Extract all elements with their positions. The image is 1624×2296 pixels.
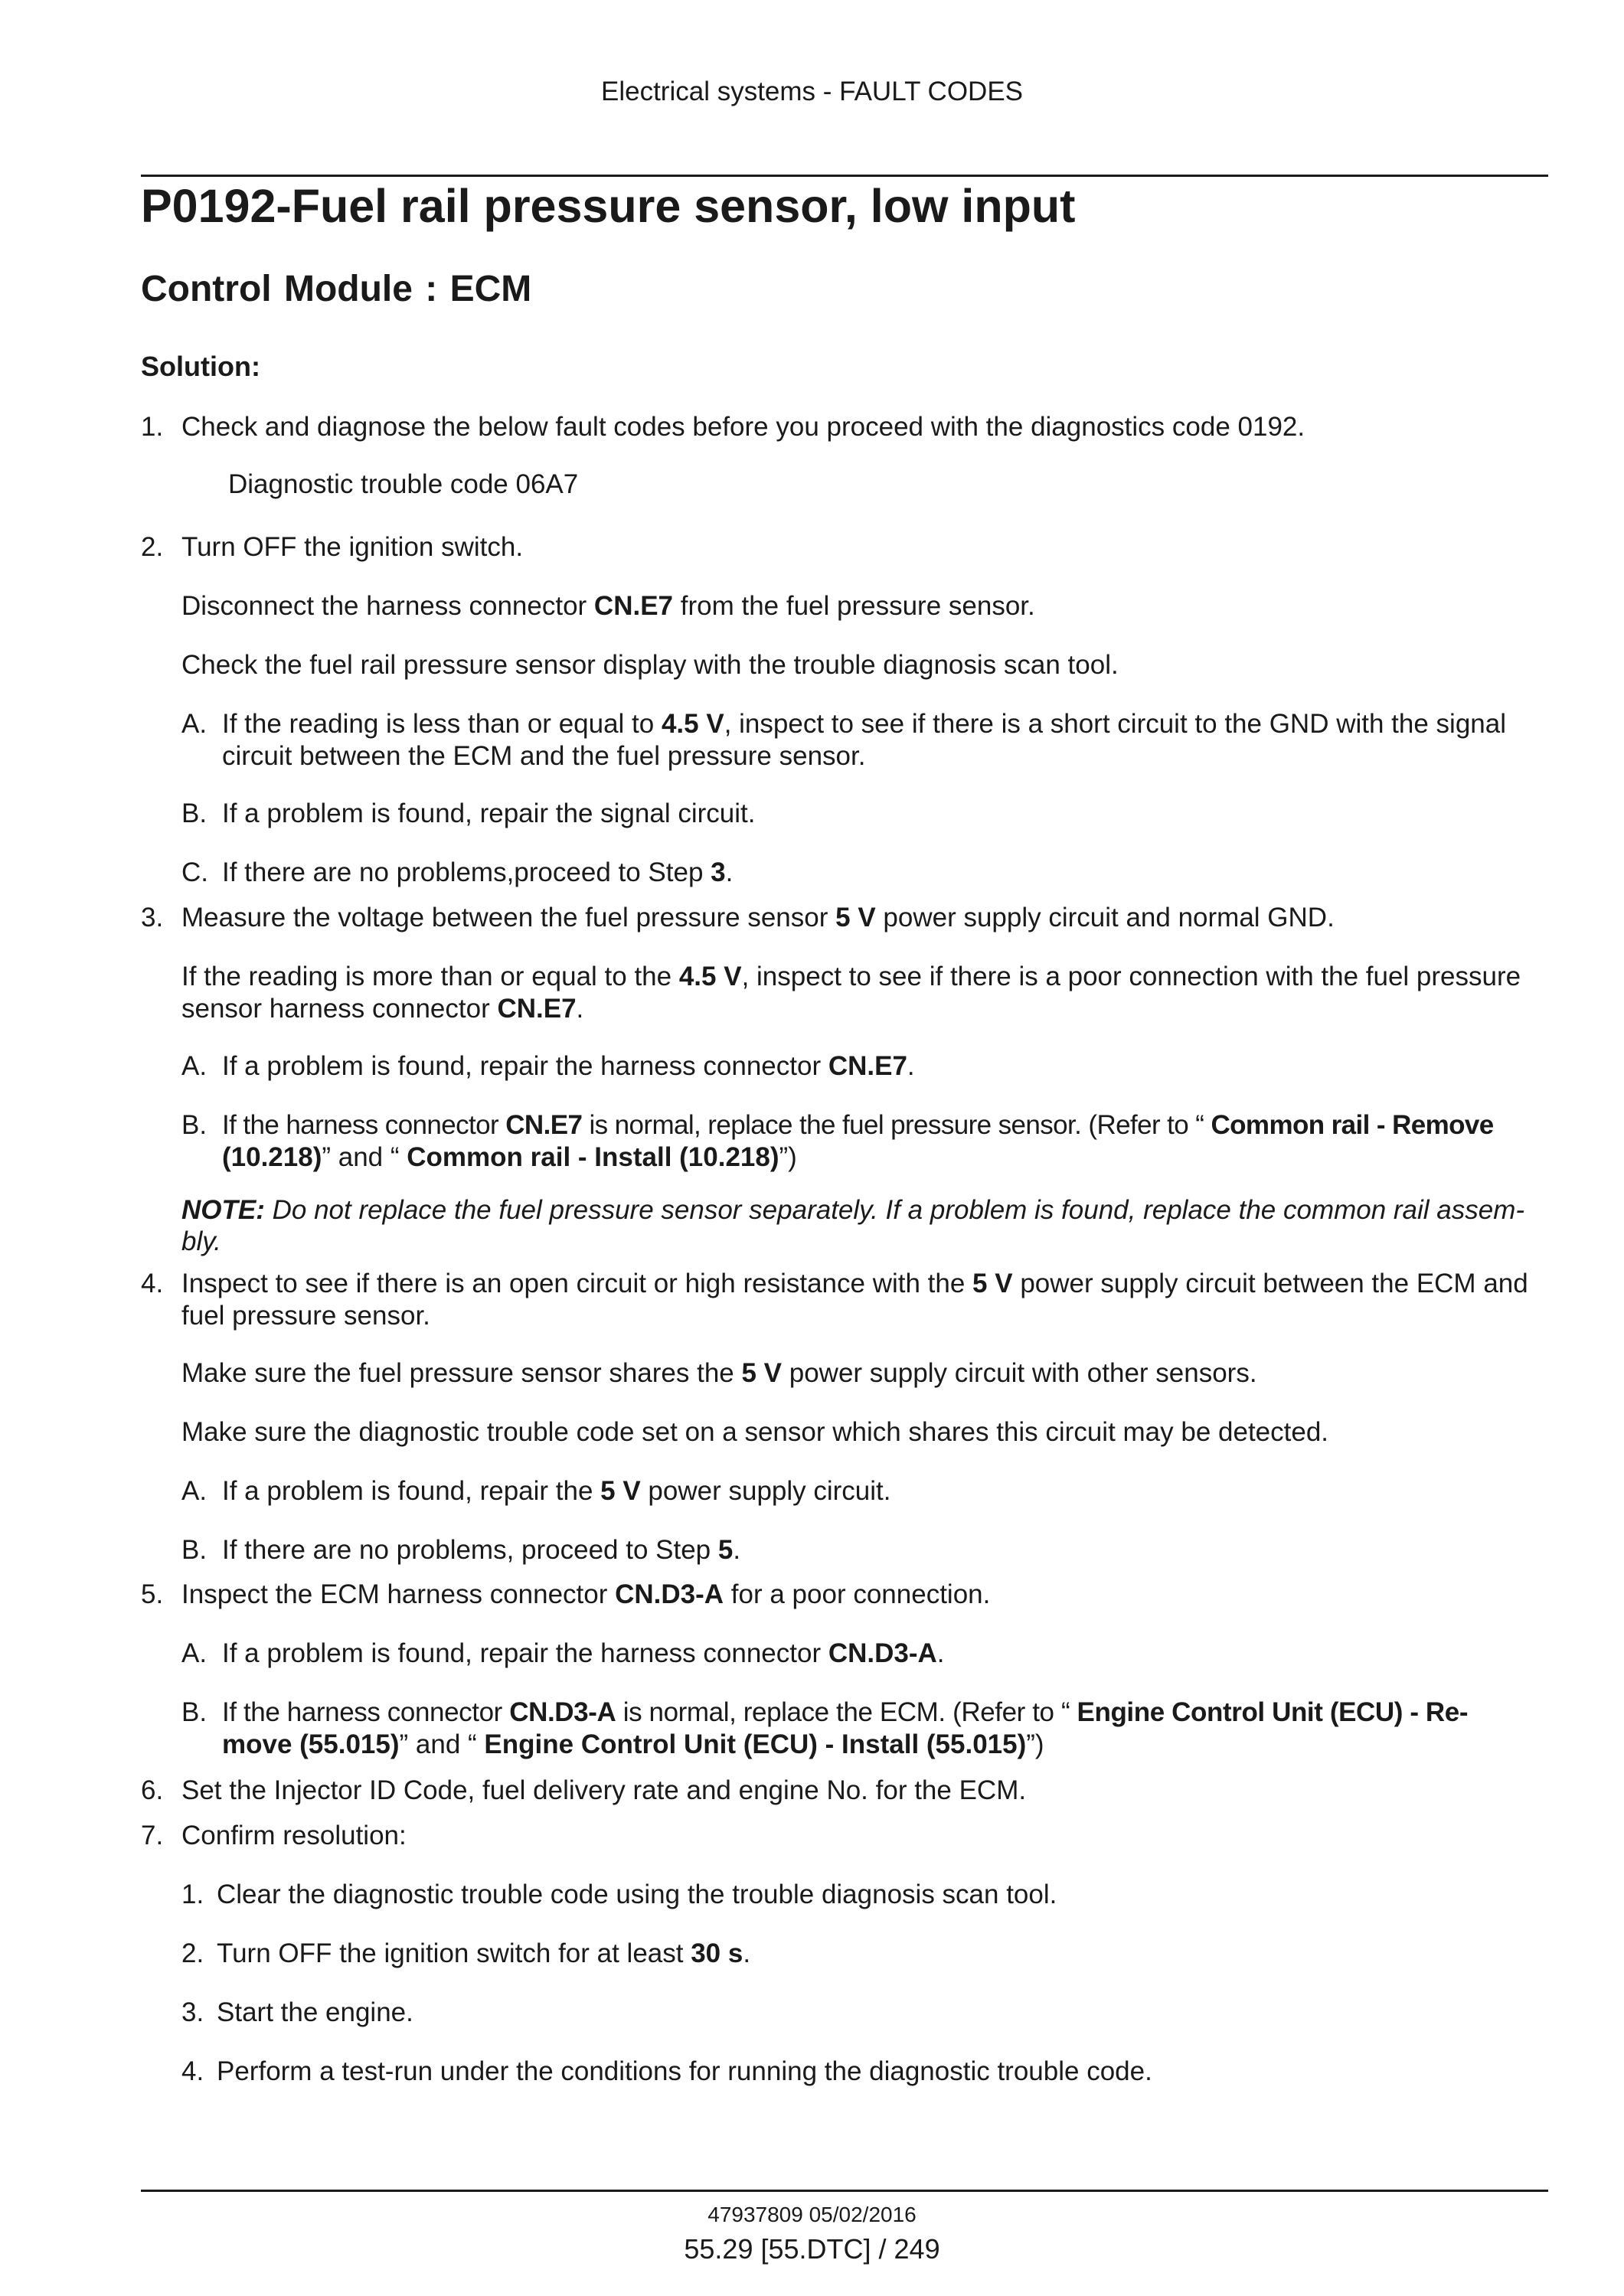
step-1-text: Check and diagnose the below fault codes before you proceed with the diagnostics code 0192.	[181, 412, 1305, 442]
step-7-sub-4-text: Perform a test-run under the conditions for running the diagnostic trouble code.	[217, 2056, 1152, 2086]
step-5-a-letter: A.	[181, 1638, 207, 1668]
control-module-heading: Control Module : ECM	[141, 269, 532, 309]
step-3-b-letter: B.	[181, 1110, 207, 1140]
step-3-number: 3.	[141, 903, 164, 932]
step-1-number: 1.	[141, 412, 164, 442]
step-2-a-line-1: If the reading is less than or equal to 4.5 V, inspect to see if there is a short circuit to the GND with the signal	[222, 709, 1506, 739]
step-5-b-line-1: If the harness connector CN.D3-A is normal, replace the ECM. (Refer to “ Engine Control Unit (ECU) - Re-	[222, 1697, 1469, 1727]
step-6-text: Set the Injector ID Code, fuel delivery rate and engine No. for the ECM.	[181, 1775, 1027, 1805]
step-7-sub-1-number: 1.	[181, 1880, 204, 1909]
step-4-para-1: Make sure the fuel pressure sensor shares the 5 V power supply circuit with other sensors.	[181, 1358, 1257, 1388]
step-7-number: 7.	[141, 1821, 164, 1850]
step-2-c-letter: C.	[181, 857, 208, 887]
step-2-a-letter: A.	[181, 709, 207, 739]
step-7-sub-2-text: Turn OFF the ignition switch for at least 30 s.	[217, 1938, 751, 1968]
step-7-sub-3-number: 3.	[181, 1997, 204, 2027]
footer-doc-id: 47937809 05/02/2016	[707, 2203, 917, 2226]
step-7-sub-1-text: Clear the diagnostic trouble code using the trouble diagnosis scan tool.	[217, 1880, 1057, 1909]
step-7-sub-3-text: Start the engine.	[217, 1997, 413, 2027]
step-4-number: 4.	[141, 1269, 164, 1298]
step-7-text: Confirm resolution:	[181, 1821, 407, 1850]
step-2-c-text: If there are no problems,proceed to Step 3.	[222, 857, 734, 887]
step-3-note-line-1: NOTE: Do not replace the fuel pressure sensor separately. If a problem is found, replace the common rail assem-	[181, 1195, 1525, 1225]
step-3-b-line-2: (10.218)” and “ Common rail - Install (10.218)”)	[222, 1142, 797, 1172]
running-header: Electrical systems - FAULT CODES	[600, 77, 1024, 106]
step-2-text: Turn OFF the ignition switch.	[181, 532, 524, 562]
step-4-a-letter: A.	[181, 1476, 207, 1506]
step-5-text: Inspect the ECM harness connector CN.D3-A for a poor connection.	[181, 1579, 991, 1609]
step-2-b-text: If a problem is found, repair the signal circuit.	[222, 799, 756, 828]
step-3-note-line-2: bly.	[181, 1226, 221, 1256]
step-4-line-1: Inspect to see if there is an open circuit or high resistance with the 5 V power supply circuit between the ECM and	[181, 1269, 1528, 1298]
step-3-b-line-1: If the harness connector CN.E7 is normal, replace the fuel pressure sensor. (Refer to “ Common rail - Remove	[222, 1110, 1494, 1140]
footer-rule	[141, 2190, 1548, 2192]
step-2-para-1: Disconnect the harness connector CN.E7 from the fuel pressure sensor.	[181, 591, 1035, 621]
step-2-a-line-2: circuit between the ECM and the fuel pressure sensor.	[222, 741, 866, 771]
step-5-a-text: If a problem is found, repair the harness connector CN.D3-A.	[222, 1638, 945, 1668]
step-1-fault-code: Diagnostic trouble code 06A7	[228, 469, 579, 499]
step-4-a-text: If a problem is found, repair the 5 V power supply circuit.	[222, 1476, 891, 1506]
step-4-line-2: fuel pressure sensor.	[181, 1301, 430, 1331]
header-rule	[141, 175, 1548, 177]
step-2-b-letter: B.	[181, 799, 207, 828]
solution-heading: Solution:	[141, 351, 260, 382]
step-6-number: 6.	[141, 1775, 164, 1805]
step-7-sub-2-number: 2.	[181, 1938, 204, 1968]
step-5-b-letter: B.	[181, 1697, 207, 1727]
step-3-text: Measure the voltage between the fuel pressure sensor 5 V power supply circuit and normal GND.	[181, 903, 1335, 932]
step-7-sub-4-number: 4.	[181, 2056, 204, 2086]
page-title: P0192-Fuel rail pressure sensor, low input	[141, 180, 1076, 232]
step-3-para-1-line-2: sensor harness connector CN.E7.	[181, 994, 584, 1024]
step-2-number: 2.	[141, 532, 164, 562]
step-4-b-text: If there are no problems, proceed to Step 5.	[222, 1535, 741, 1565]
step-3-a-text: If a problem is found, repair the harness connector CN.E7.	[222, 1051, 915, 1081]
step-4-para-2: Make sure the diagnostic trouble code set on a sensor which shares this circuit may be detected.	[181, 1417, 1329, 1447]
step-3-a-letter: A.	[181, 1051, 207, 1081]
step-5-b-line-2: move (55.015)” and “ Engine Control Unit (ECU) - Install (55.015)”)	[222, 1729, 1044, 1759]
footer-page-number: 55.29 [55.DTC] / 249	[684, 2233, 940, 2265]
step-2-para-2: Check the fuel rail pressure sensor display with the trouble diagnosis scan tool.	[181, 650, 1119, 680]
step-4-b-letter: B.	[181, 1535, 207, 1565]
step-3-para-1-line-1: If the reading is more than or equal to the 4.5 V, inspect to see if there is a poor connection with the fuel pressure	[181, 962, 1521, 991]
step-5-number: 5.	[141, 1579, 164, 1609]
